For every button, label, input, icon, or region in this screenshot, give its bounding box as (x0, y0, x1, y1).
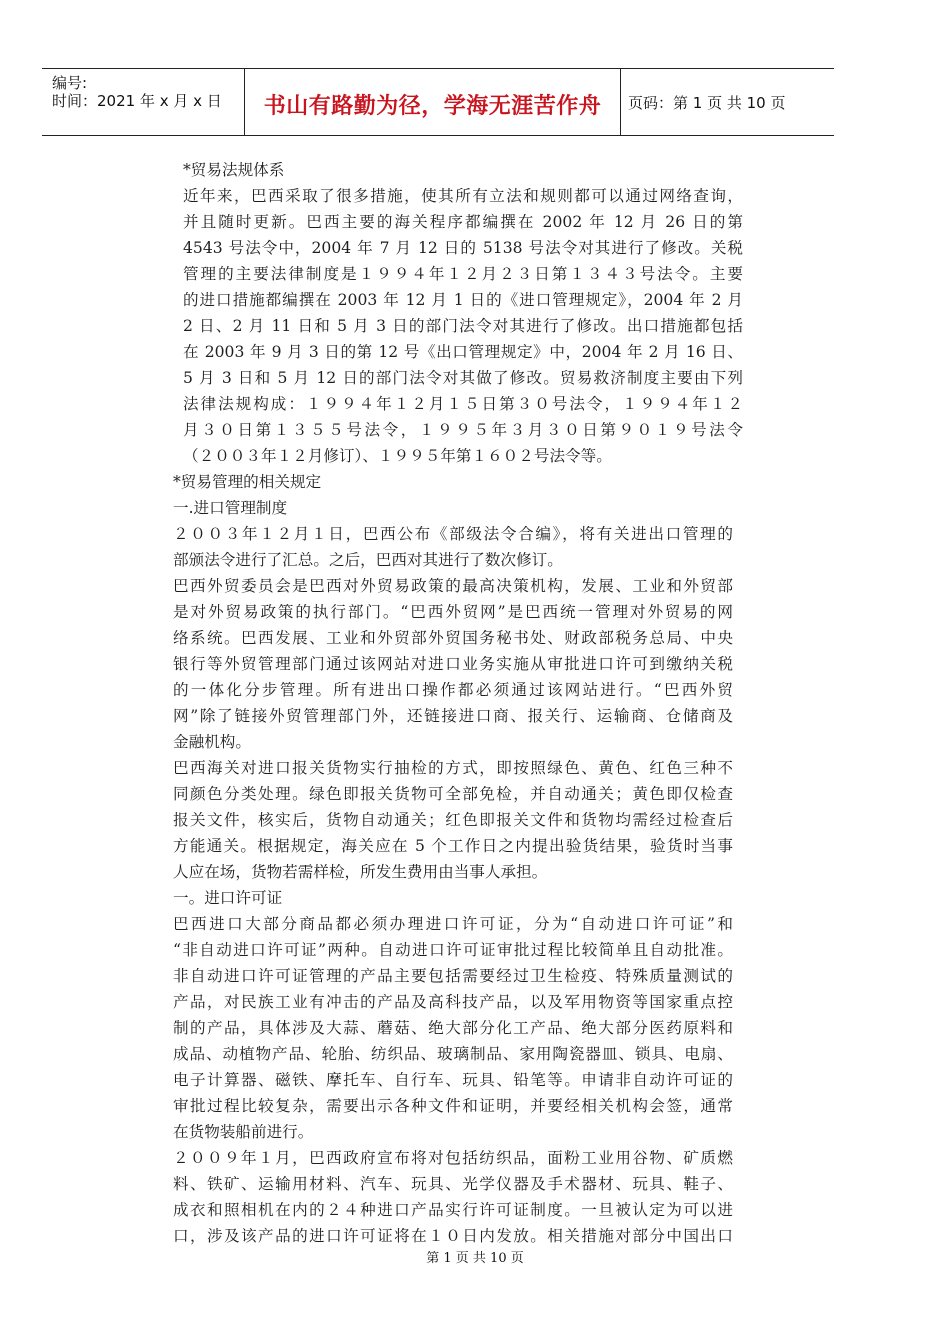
paragraph-line: 金融机构。 (173, 733, 251, 751)
motto-text: 书山有路勤为径，学海无涯苦作舟 (263, 94, 602, 119)
paragraph-line: 部颁法令进行了汇总。之后，巴西对其进行了数次修订。 (173, 551, 563, 569)
paragraph-line: 审批过程比较复杂，需要出示各种文件和证明，并要经相关机构会签，通常 (173, 1097, 733, 1115)
paragraph-line: 电子计算器、磁铁、摩托车、自行车、玩具、铅笔等。申请非自动许可证的 (173, 1071, 733, 1089)
page-footer: 第 1 页 共 10 页 (426, 1251, 524, 1266)
paragraph-line: 近年来，巴西采取了很多措施，使其所有立法和规则都可以通过网络查询， (183, 187, 743, 205)
date-label: 时间：2021 年 x 月 x 日 (52, 92, 222, 110)
paragraph-line: 巴西外贸委员会是巴西对外贸易政策的最高决策机构，发展、工业和外贸部 (173, 577, 733, 595)
paragraph-line: 的一体化分步管理。所有进出口操作都必须通过该网站进行。“巴西外贸 (173, 681, 733, 699)
paragraph-line: 报关文件，核实后，货物自动通关；红色即报关文件和货物均需经过检查后 (173, 811, 733, 829)
subsection-heading: 一.进口管理制度 (173, 499, 288, 517)
serial-number-label: 编号: (52, 74, 88, 92)
paragraph-line: 巴西海关对进口报关货物实行抽检的方式，即按照绿色、黄色、红色三种不 (173, 759, 733, 777)
paragraph-line: 巴西进口大部分商品都必须办理进口许可证，分为“自动进口许可证”和 (173, 915, 733, 933)
section-heading: *贸易管理的相关规定 (173, 473, 322, 491)
paragraph-line: 5 月 3 日和 5 月 12 日的部门法令对其做了修改。贸易救济制度主要由下列 (183, 369, 743, 387)
paragraph-line: 方能通关。根据规定，海关应在 5 个工作日之内提出验货结果，验货时当事 (173, 837, 733, 855)
paragraph-line: 人应在场，货物若需样检，所发生费用由当事人承担。 (173, 863, 548, 881)
paragraph-line: 是对外贸易政策的执行部门。“巴西外贸网”是巴西统一管理对外贸易的网 (173, 603, 733, 621)
paragraph-line: 成衣和照相机在内的２４种进口产品实行许可证制度。一旦被认定为可以进 (173, 1201, 733, 1219)
paragraph-line: 法律法规构成：１９９４年１２月１５日第３０号法令，１９９４年１２ (183, 395, 743, 413)
paragraph-line: 制的产品，具体涉及大蒜、蘑菇、绝大部分化工产品、绝大部分医药原料和 (173, 1019, 733, 1037)
subsection-heading: 一。进口许可证 (173, 889, 283, 907)
paragraph-line: 并且随时更新。巴西主要的海关程序都编撰在 2002 年 12 月 26 日的第 (183, 213, 743, 231)
paragraph-line: ２００３年１２月１日，巴西公布《部级法令合编》，将有关进出口管理的 (173, 525, 733, 543)
document-header (42, 68, 834, 136)
paragraph-line: 同颜色分类处理。绿色即报关货物可全部免检，并自动通关；黄色即仅检查 (173, 785, 733, 803)
paragraph-line: 口，涉及该产品的进口许可证将在１０日内发放。相关措施对部分中国出口 (173, 1227, 733, 1245)
paragraph-line: （２００３年１２月修订）、１９９５年第１６０２号法令等。 (183, 447, 612, 465)
header-motto-cell (244, 69, 621, 135)
paragraph-line: 的进口措施都编撰在 2003 年 12 月 1 日的《进口管理规定》，2004 年 2 月 (183, 291, 743, 309)
paragraph-line: 管理的主要法律制度是１９９４年１２月２３日第１３４３号法令。主要 (183, 265, 743, 283)
section-heading: *贸易法规体系 (183, 161, 285, 179)
paragraph-line: 产品，对民族工业有冲击的产品及高科技产品，以及军用物资等国家重点控 (173, 993, 733, 1011)
paragraph-line: 在货物装船前进行。 (173, 1123, 314, 1141)
paragraph-line: 网”除了链接外贸管理部门外，还链接进口商、报关行、运输商、仓储商及 (173, 707, 733, 725)
paragraph-line: 在 2003 年 9 月 3 日的第 12 号《出口管理规定》中，2004 年 2 月 16 日、 (183, 343, 743, 361)
paragraph-line: 月３０日第１３５５号法令，１９９５年３月３０日第９０１９号法令 (183, 421, 743, 439)
paragraph-line: 络系统。巴西发展、工业和外贸部外贸国务秘书处、财政部税务总局、中央 (173, 629, 733, 647)
header-meta-cell (42, 69, 244, 135)
paragraph-line: 4543 号法令中，2004 年 7 月 12 日的 5138 号法令对其进行了修改。关税 (183, 239, 743, 257)
paragraph-line: 银行等外贸管理部门通过该网站对进口业务实施从审批进口许可到缴纳关税 (173, 655, 733, 673)
paragraph-line: 料、铁矿、运输用材料、汽车、玩具、光学仪器及手术器材、玩具、鞋子、 (173, 1175, 733, 1193)
paragraph-line: 非自动进口许可证管理的产品主要包括需要经过卫生检疫、特殊质量测试的 (173, 967, 733, 985)
paragraph-line: “非自动进口许可证”两种。自动进口许可证审批过程比较简单且自动批准。 (173, 941, 733, 959)
header-page-cell (620, 69, 834, 135)
page-number-label: 页码：第 1 页 共 10 页 (628, 94, 786, 112)
paragraph-line: 2 日、2 月 11 日和 5 月 3 日的部门法令对其进行了修改。出口措施都包括 (183, 317, 743, 335)
paragraph-line: 成品、动植物产品、轮胎、纺织品、玻璃制品、家用陶瓷器皿、锁具、电扇、 (173, 1045, 733, 1063)
paragraph-line: ２００９年１月，巴西政府宣布将对包括纺织品，面粉工业用谷物、矿质燃 (173, 1149, 733, 1167)
